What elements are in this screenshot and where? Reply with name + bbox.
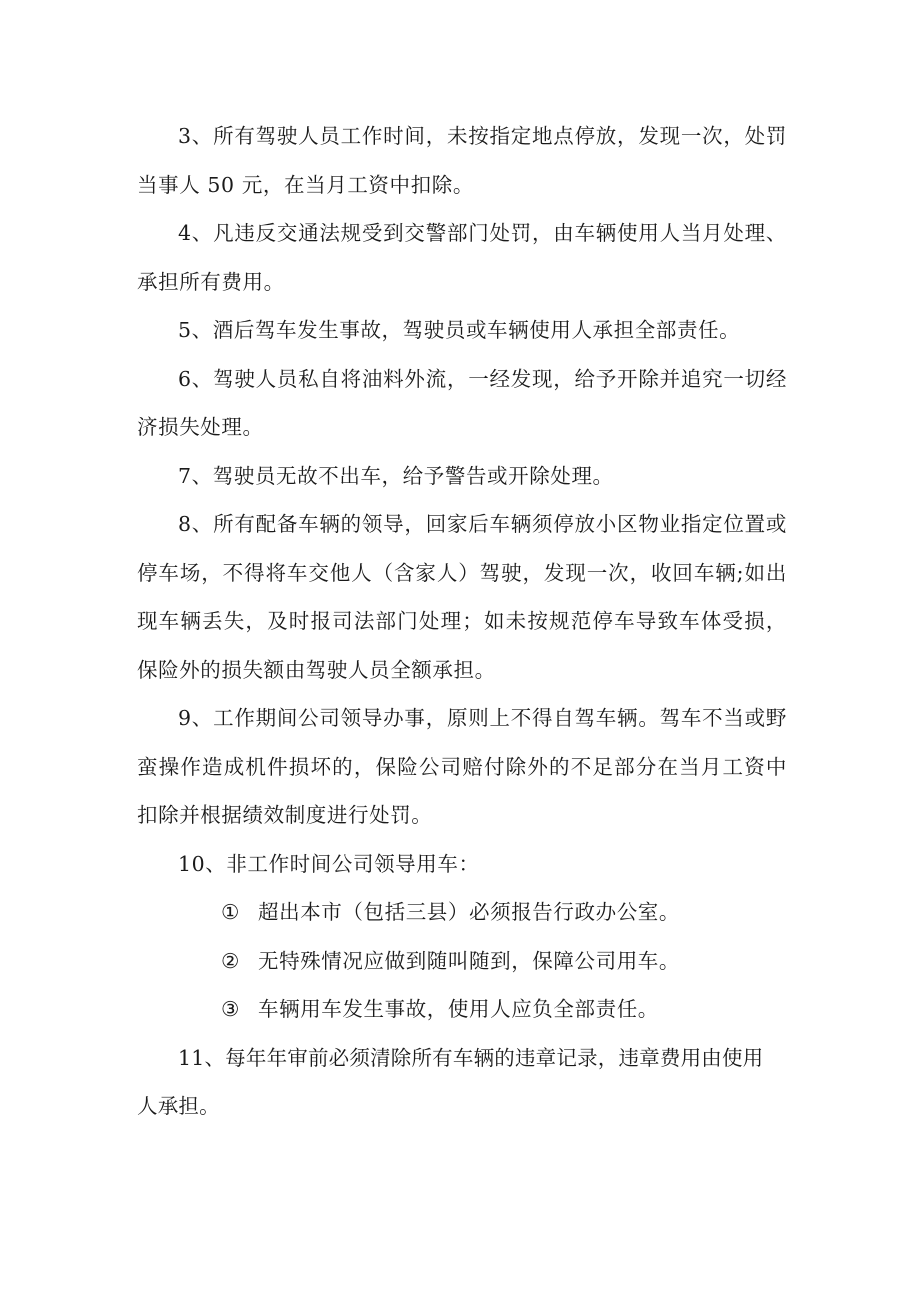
document-page [137, 112, 787, 1131]
subitem-2-text: 无特殊情况应做到随叫随到，保障公司用车。 [258, 948, 680, 973]
paragraph-item-9: 9、工作期间公司领导办事，原则上不得自驾车辆。驾车不当或野蛮操作造成机件损坏的，保险公司赔付除外的不足部分在当月工资中扣除并根据绩效制度进行处罚。 [137, 706, 787, 827]
paragraph-item-7: 7、驾驶员无故不出车，给予警告或开除处理。 [178, 463, 614, 488]
subitem-1-text: 超出本市（包括三县）必须报告行政办公室。 [258, 900, 680, 924]
paragraph-item-10: 10、非工作时间公司领导用车： [178, 851, 480, 876]
subitem-1 [137, 888, 787, 937]
circled-number-3: ③ [221, 997, 240, 1021]
paragraph-item-4: 4、凡违反交通法规受到交警部门处罚，由车辆使用人当月处理、承担所有费用。 [137, 221, 787, 294]
subitem-2 [137, 937, 787, 986]
circled-number-2: ② [221, 948, 240, 973]
paragraph-item-8: 8、所有配备车辆的领导，回家后车辆须停放小区物业指定位置或停车场，不得将车交他人（含家人）驾驶，发现一次，收回车辆;如出现车辆丢失，及时报司法部门处理；如未按规范停车导致车体受损，保险外的损失额由驾驶人员全额承担。 [137, 512, 787, 682]
circled-number-1: ① [221, 900, 240, 924]
paragraph-item-11-line2: 人承担。 [137, 1094, 220, 1118]
paragraph-item-3: 3、所有驾驶人员工作时间，未按指定地点停放，发现一次，处罚当事人 50 元，在当月工资中扣除。 [137, 124, 787, 197]
paragraph-item-5: 5、酒后驾车发生事故，驾驶员或车辆使用人承担全部责任。 [178, 318, 741, 342]
subitem-3 [137, 985, 787, 1034]
paragraph-item-6: 6、驾驶人员私自将油料外流，一经发现，给予开除并追究一切经济损失处理。 [137, 366, 787, 439]
subitem-3-text: 车辆用车发生事故，使用人应负全部责任。 [258, 997, 659, 1021]
paragraph-item-11-line1: 11、每年年审前必须清除所有车辆的违章记录，违章费用由使用 [178, 1045, 764, 1070]
